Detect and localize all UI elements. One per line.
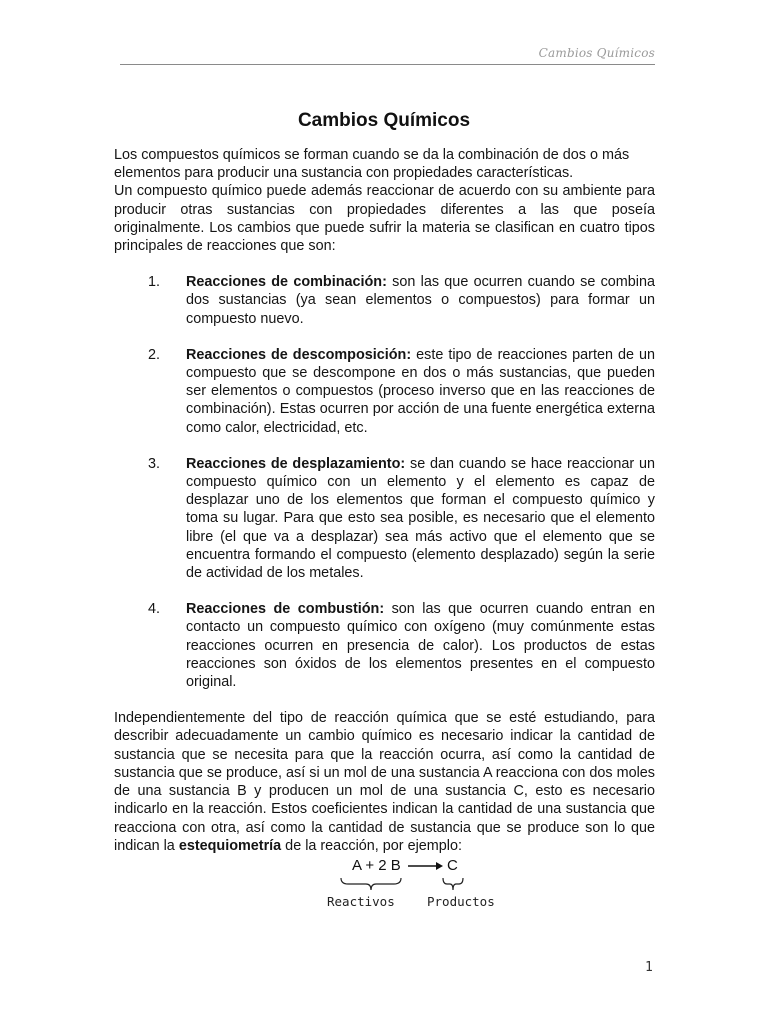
intro-paragraph-2: Un compuesto químico puede además reaccionar de acuerdo con su ambiente para producir otras sustancias con propiedades diferentes a las que poseía originalmente. Los cambios que puede sufrir la materia se clasifican en cuatro tipos principales de reacciones que son: — [114, 183, 655, 255]
list-item-text: son las que ocurren cuando se combina dos sustancias (ya sean elementos o compuestos) para formar un compuesto nuevo. — [186, 274, 656, 327]
closing-term: estequiometría — [178, 837, 282, 854]
products-brace-icon — [442, 877, 464, 891]
running-header — [120, 46, 655, 65]
list-item-text: son las que ocurren cuando entran en contacto un compuesto químico con oxígeno (muy comúnmente estas reacciones ocurren en presencia de calor). Los productos de estas reacciones son óxidos de los elementos presentes en el compuesto original. — [186, 601, 655, 691]
stoichiometry-equation — [320, 857, 520, 917]
list-item — [114, 455, 655, 582]
list-item-term: Reacciones de combustión: — [186, 601, 385, 618]
closing-paragraph — [114, 709, 655, 855]
list-item — [114, 346, 655, 437]
list-item-number: 4. — [148, 601, 161, 618]
list-item — [114, 273, 655, 328]
equation-product: C — [447, 857, 458, 874]
products-label: Productos — [427, 894, 495, 909]
closing-text-before: Independientemente del tipo de reacción química que se esté estudiando, para describir adecuadamente un cambio químico es necesario indicar la cantidad de sustancia que se necesita para que la reacción ocurra, así como la cantidad de sustancia que se produce, así si un mol de una sustancia A reacciona con dos moles de una sustancia B y producen un mol de una sustancia C, esto es necesario indicarlo en la reacción. Estos coeficientes indican la cantidad de una sustancia que reacciona con otra, así como la cantidad de sustancia que se produce son lo que indican la — [114, 710, 655, 854]
list-item-text: se dan cuando se hace reaccionar un compuesto químico con un elemento y el elemento es capaz de desplazar uno de los elementos que forman el compuesto químico y toma su lugar. Para que esto sea posible, es necesario que el elemento libre (el que va a desplazar) sea más activo que el elemento que se encuentra formando el compuesto (elemento desplazado) según la serie de actividad de los metales. — [186, 455, 655, 582]
reactants-label: Reactivos — [327, 894, 395, 909]
list-item-term: Reacciones de descomposición: — [186, 346, 412, 363]
running-header-title: Cambios Químicos — [538, 46, 655, 60]
page-title: Cambios Químicos — [297, 110, 471, 131]
list-item-term: Reacciones de desplazamiento: — [186, 455, 406, 472]
closing-text-after: de la reacción, por ejemplo: — [281, 837, 462, 854]
list-item-text: este tipo de reacciones parten de un compuesto que se descompone en dos o más sustancias, que pueden ser elementos o compuestos (proceso inverso que en las reacciones de combinación). Estas ocurren por acción de una fuente energética externa como calor, electricidad, etc. — [186, 346, 655, 436]
list-item-number: 2. — [148, 346, 161, 363]
document-body — [114, 146, 655, 855]
reaction-types-list — [114, 273, 655, 691]
list-item-term: Reacciones de combinación: — [186, 274, 387, 291]
list-item-number: 3. — [148, 455, 161, 472]
intro-paragraph-1: Los compuestos químicos se forman cuando se da la combinación de dos o más elementos para producir una sustancia con propiedades características. — [114, 147, 630, 182]
reactants-brace-icon — [340, 877, 402, 891]
list-item-number: 1. — [148, 274, 161, 291]
equation-reactants: A + 2 B — [352, 857, 401, 874]
reaction-arrow-icon — [408, 859, 444, 873]
list-item — [114, 600, 655, 691]
page-number: 1 — [645, 960, 653, 975]
